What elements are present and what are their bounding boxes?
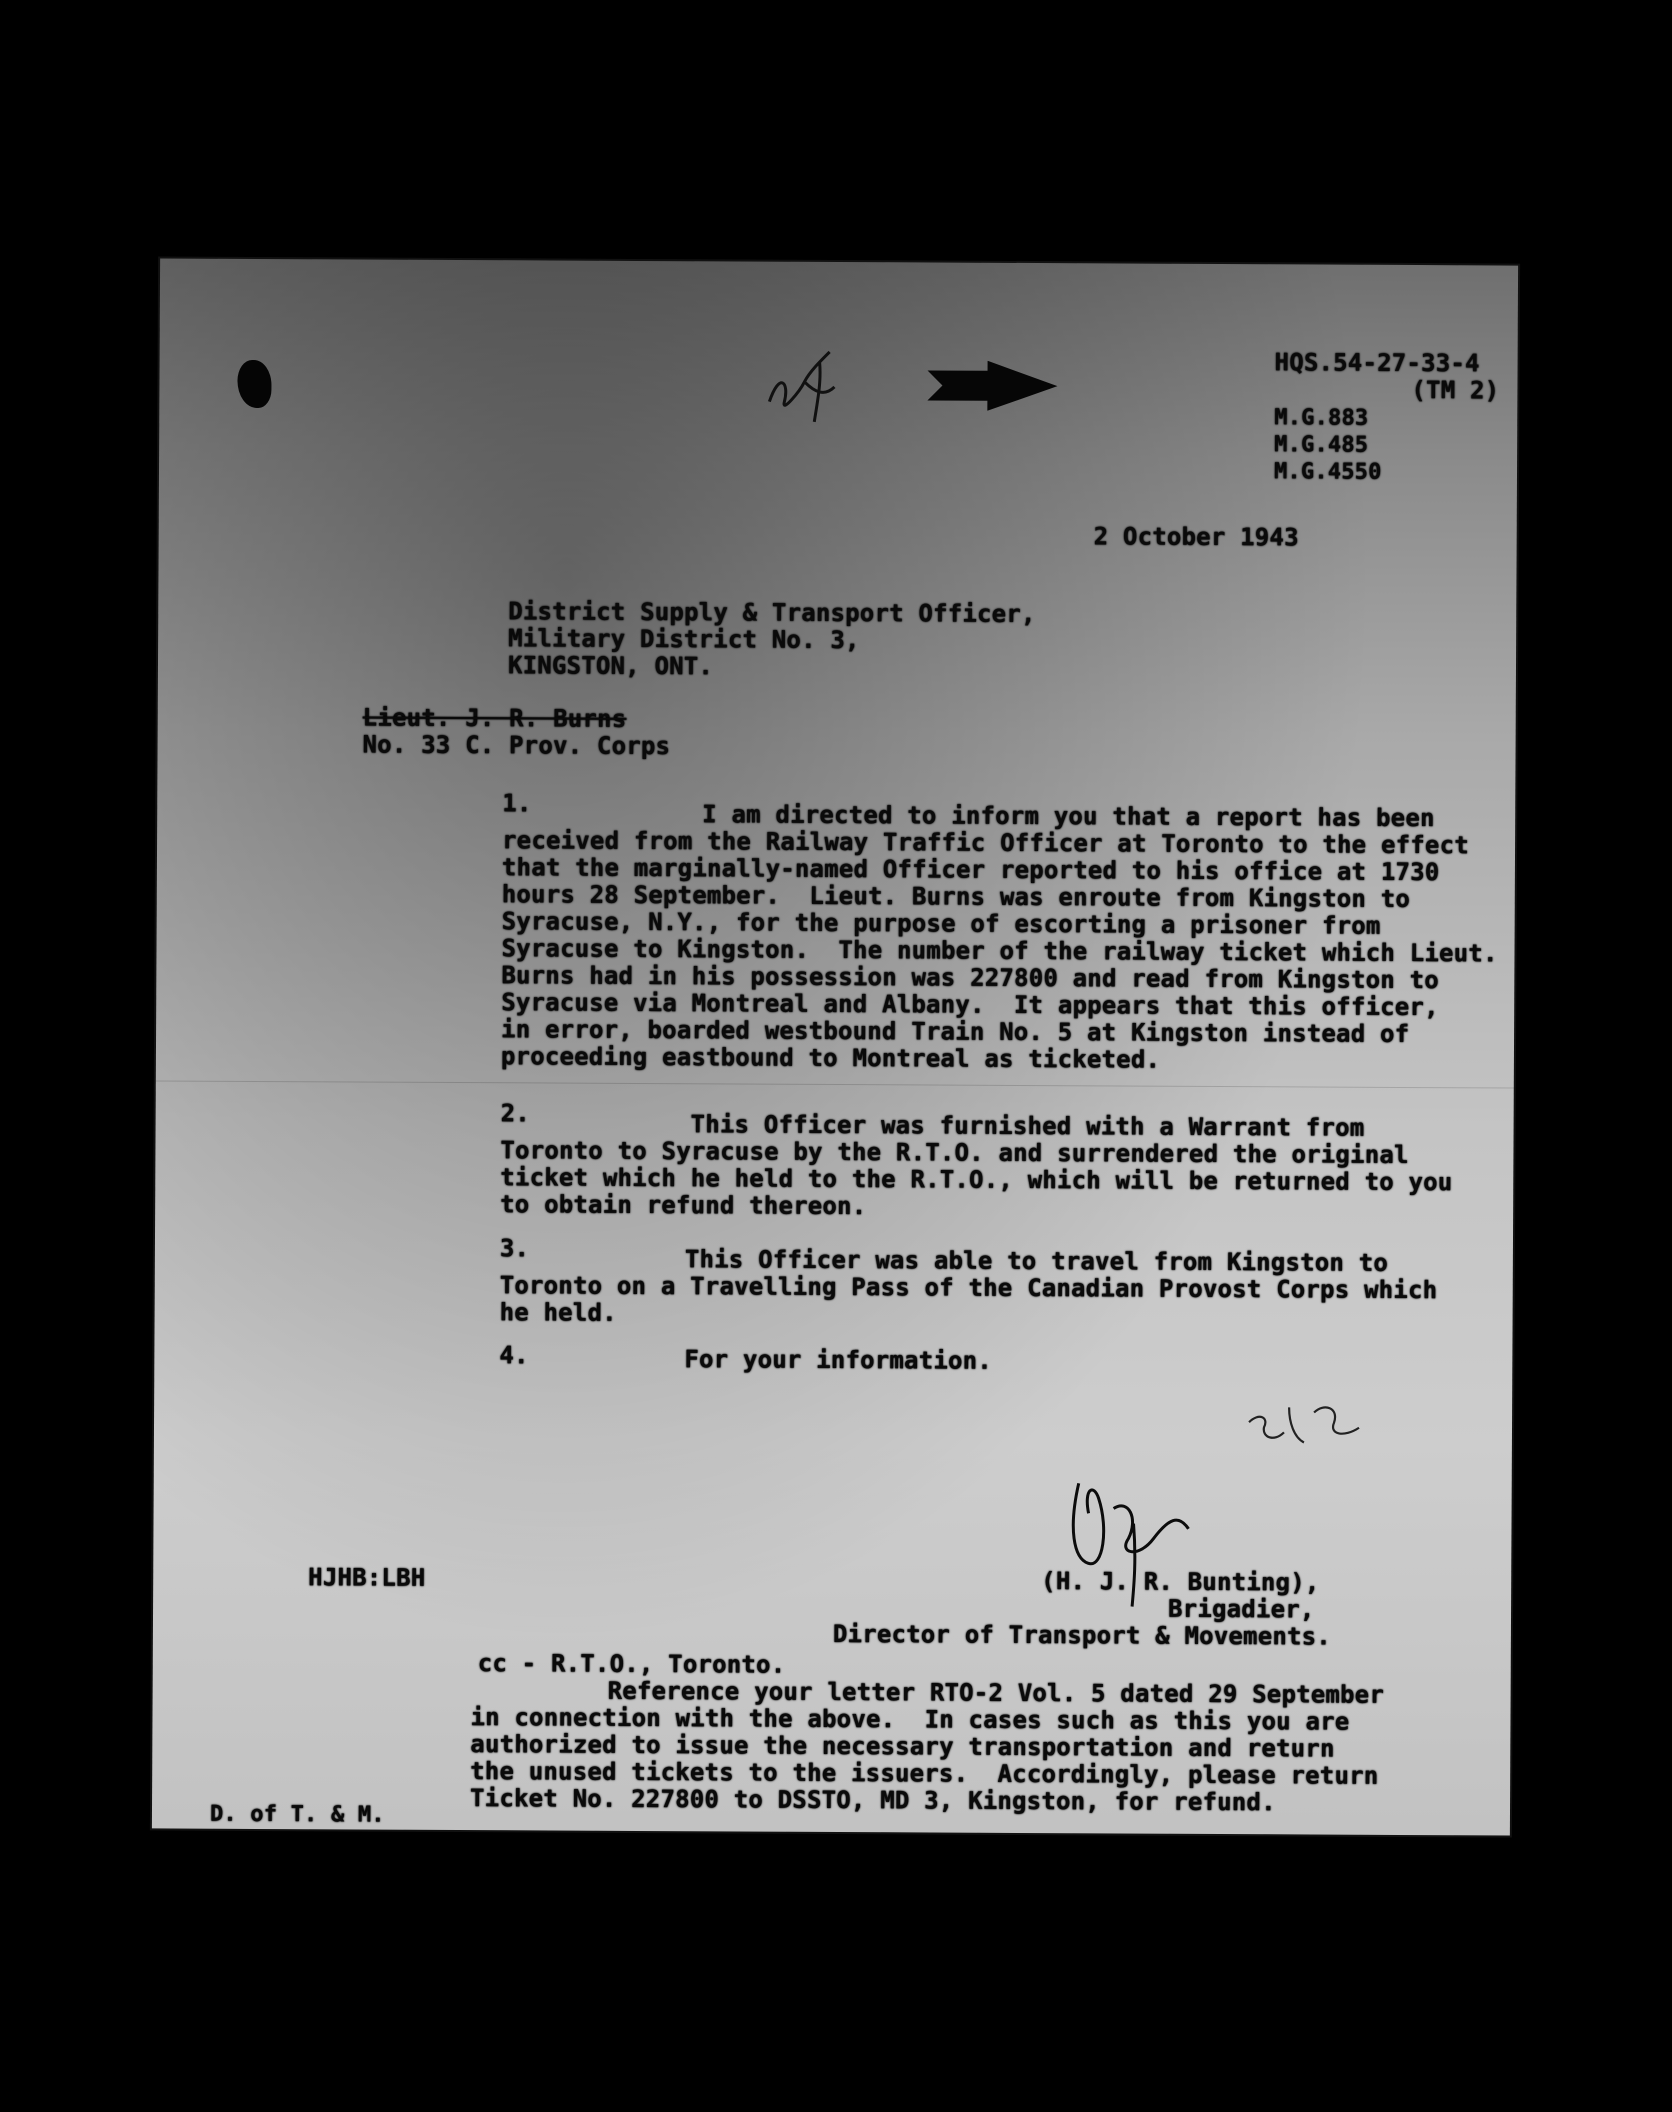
paragraph-2-line: This Officer was furnished with a Warrant from: [690, 1110, 1365, 1142]
cc-body-line: Reference your letter RTO-2 Vol. 5 dated 29 September: [607, 1676, 1385, 1709]
paragraph-1-line: I am directed to inform you that a report has been: [702, 800, 1435, 833]
document-page: [152, 258, 1518, 1835]
copy-reference: M.G.883: [1274, 405, 1369, 431]
copy-reference: M.G.485: [1274, 432, 1369, 458]
paragraph-3-number: 3.: [499, 1234, 530, 1263]
handwritten-initials-top: [759, 342, 889, 433]
arrow-pointer-icon: [927, 360, 1057, 411]
addressee-line: KINGSTON, ONT.: [507, 651, 714, 681]
signatory-rank: Brigadier,: [1167, 1594, 1315, 1624]
paragraph-4-line: For your information.: [684, 1345, 993, 1375]
signatory-name: (H. J. R. Bunting),: [1041, 1567, 1320, 1597]
paragraph-2-line: to obtain refund thereon.: [500, 1190, 867, 1221]
file-reference: HQS.54-27-33-4: [1274, 348, 1480, 378]
punch-hole: [237, 360, 271, 408]
footer-department: D. of T. & M.: [209, 1801, 385, 1828]
cc-body-line: Ticket No. 227800 to DSSTO, MD 3, Kingston, for refund.: [469, 1784, 1276, 1817]
typist-initials: HJHB:LBH: [308, 1563, 426, 1592]
paragraph-1-line: Burns had in his possession was 227800 and read from Kingston to: [501, 961, 1439, 995]
paragraph-3-line: he held.: [499, 1298, 617, 1327]
cc-body-line: the unused tickets to the issuers. Accordingly, please return: [470, 1757, 1379, 1790]
paragraph-1-line: hours 28 September. Lieut. Burns was enroute from Kingston to: [501, 880, 1411, 914]
paragraph-1-line: proceeding eastbound to Montreal as ticketed.: [500, 1042, 1161, 1074]
addressee-line: Military District No. 3,: [508, 624, 860, 655]
paragraph-1-line: that the marginally-named Officer reported to his office at 1730: [501, 853, 1440, 887]
paragraph-1-line: Syracuse to Kingston. The number of the railway ticket which Lieut.: [501, 934, 1498, 968]
signatory-title: Director of Transport & Movements.: [832, 1619, 1332, 1651]
paragraph-3-line: Toronto on a Travelling Pass of the Canadian Provost Corps which: [499, 1271, 1438, 1305]
cc-body-line: in connection with the above. In cases such as this you are: [470, 1703, 1350, 1736]
letter-date: 2 October 1943: [1093, 522, 1299, 552]
handwritten-margin-note: [1244, 1382, 1374, 1453]
subject-struck-name: Lieut. J. R. Burns: [362, 703, 627, 733]
file-reference-suffix: (TM 2): [1411, 376, 1500, 405]
paragraph-2-line: Toronto to Syracuse by the R.T.O. and surrendered the original: [500, 1136, 1409, 1170]
paragraph-2-number: 2.: [500, 1099, 531, 1128]
paragraph-1-line: in error, boarded westbound Train No. 5 at Kingston instead of: [501, 1015, 1410, 1049]
copy-reference: M.G.4550: [1273, 459, 1382, 485]
cc-body-line: authorized to issue the necessary transportation and return: [470, 1730, 1335, 1763]
subject-unit: No. 33 C. Prov. Corps: [362, 730, 671, 761]
paragraph-2-line: ticket which he held to the R.T.O., which will be returned to you: [500, 1163, 1453, 1197]
scan-fold-line: [156, 1080, 1514, 1088]
paragraph-1-line: Syracuse via Montreal and Albany. It appears that this officer,: [501, 988, 1439, 1022]
paragraph-1-line: Syracuse, N.Y., for the purpose of escorting a prisoner from: [501, 907, 1381, 940]
paragraph-1-line: received from the Railway Traffic Officer at Toronto to the effect: [502, 826, 1469, 860]
cc-recipient: cc - R.T.O., Toronto.: [477, 1649, 786, 1679]
paragraph-1-number: 1.: [502, 789, 532, 818]
addressee-line: District Supply & Transport Officer,: [508, 597, 1036, 629]
paragraph-4-number: 4.: [499, 1341, 529, 1370]
paragraph-3-line: This Officer was able to travel from Kingston to: [684, 1245, 1389, 1277]
